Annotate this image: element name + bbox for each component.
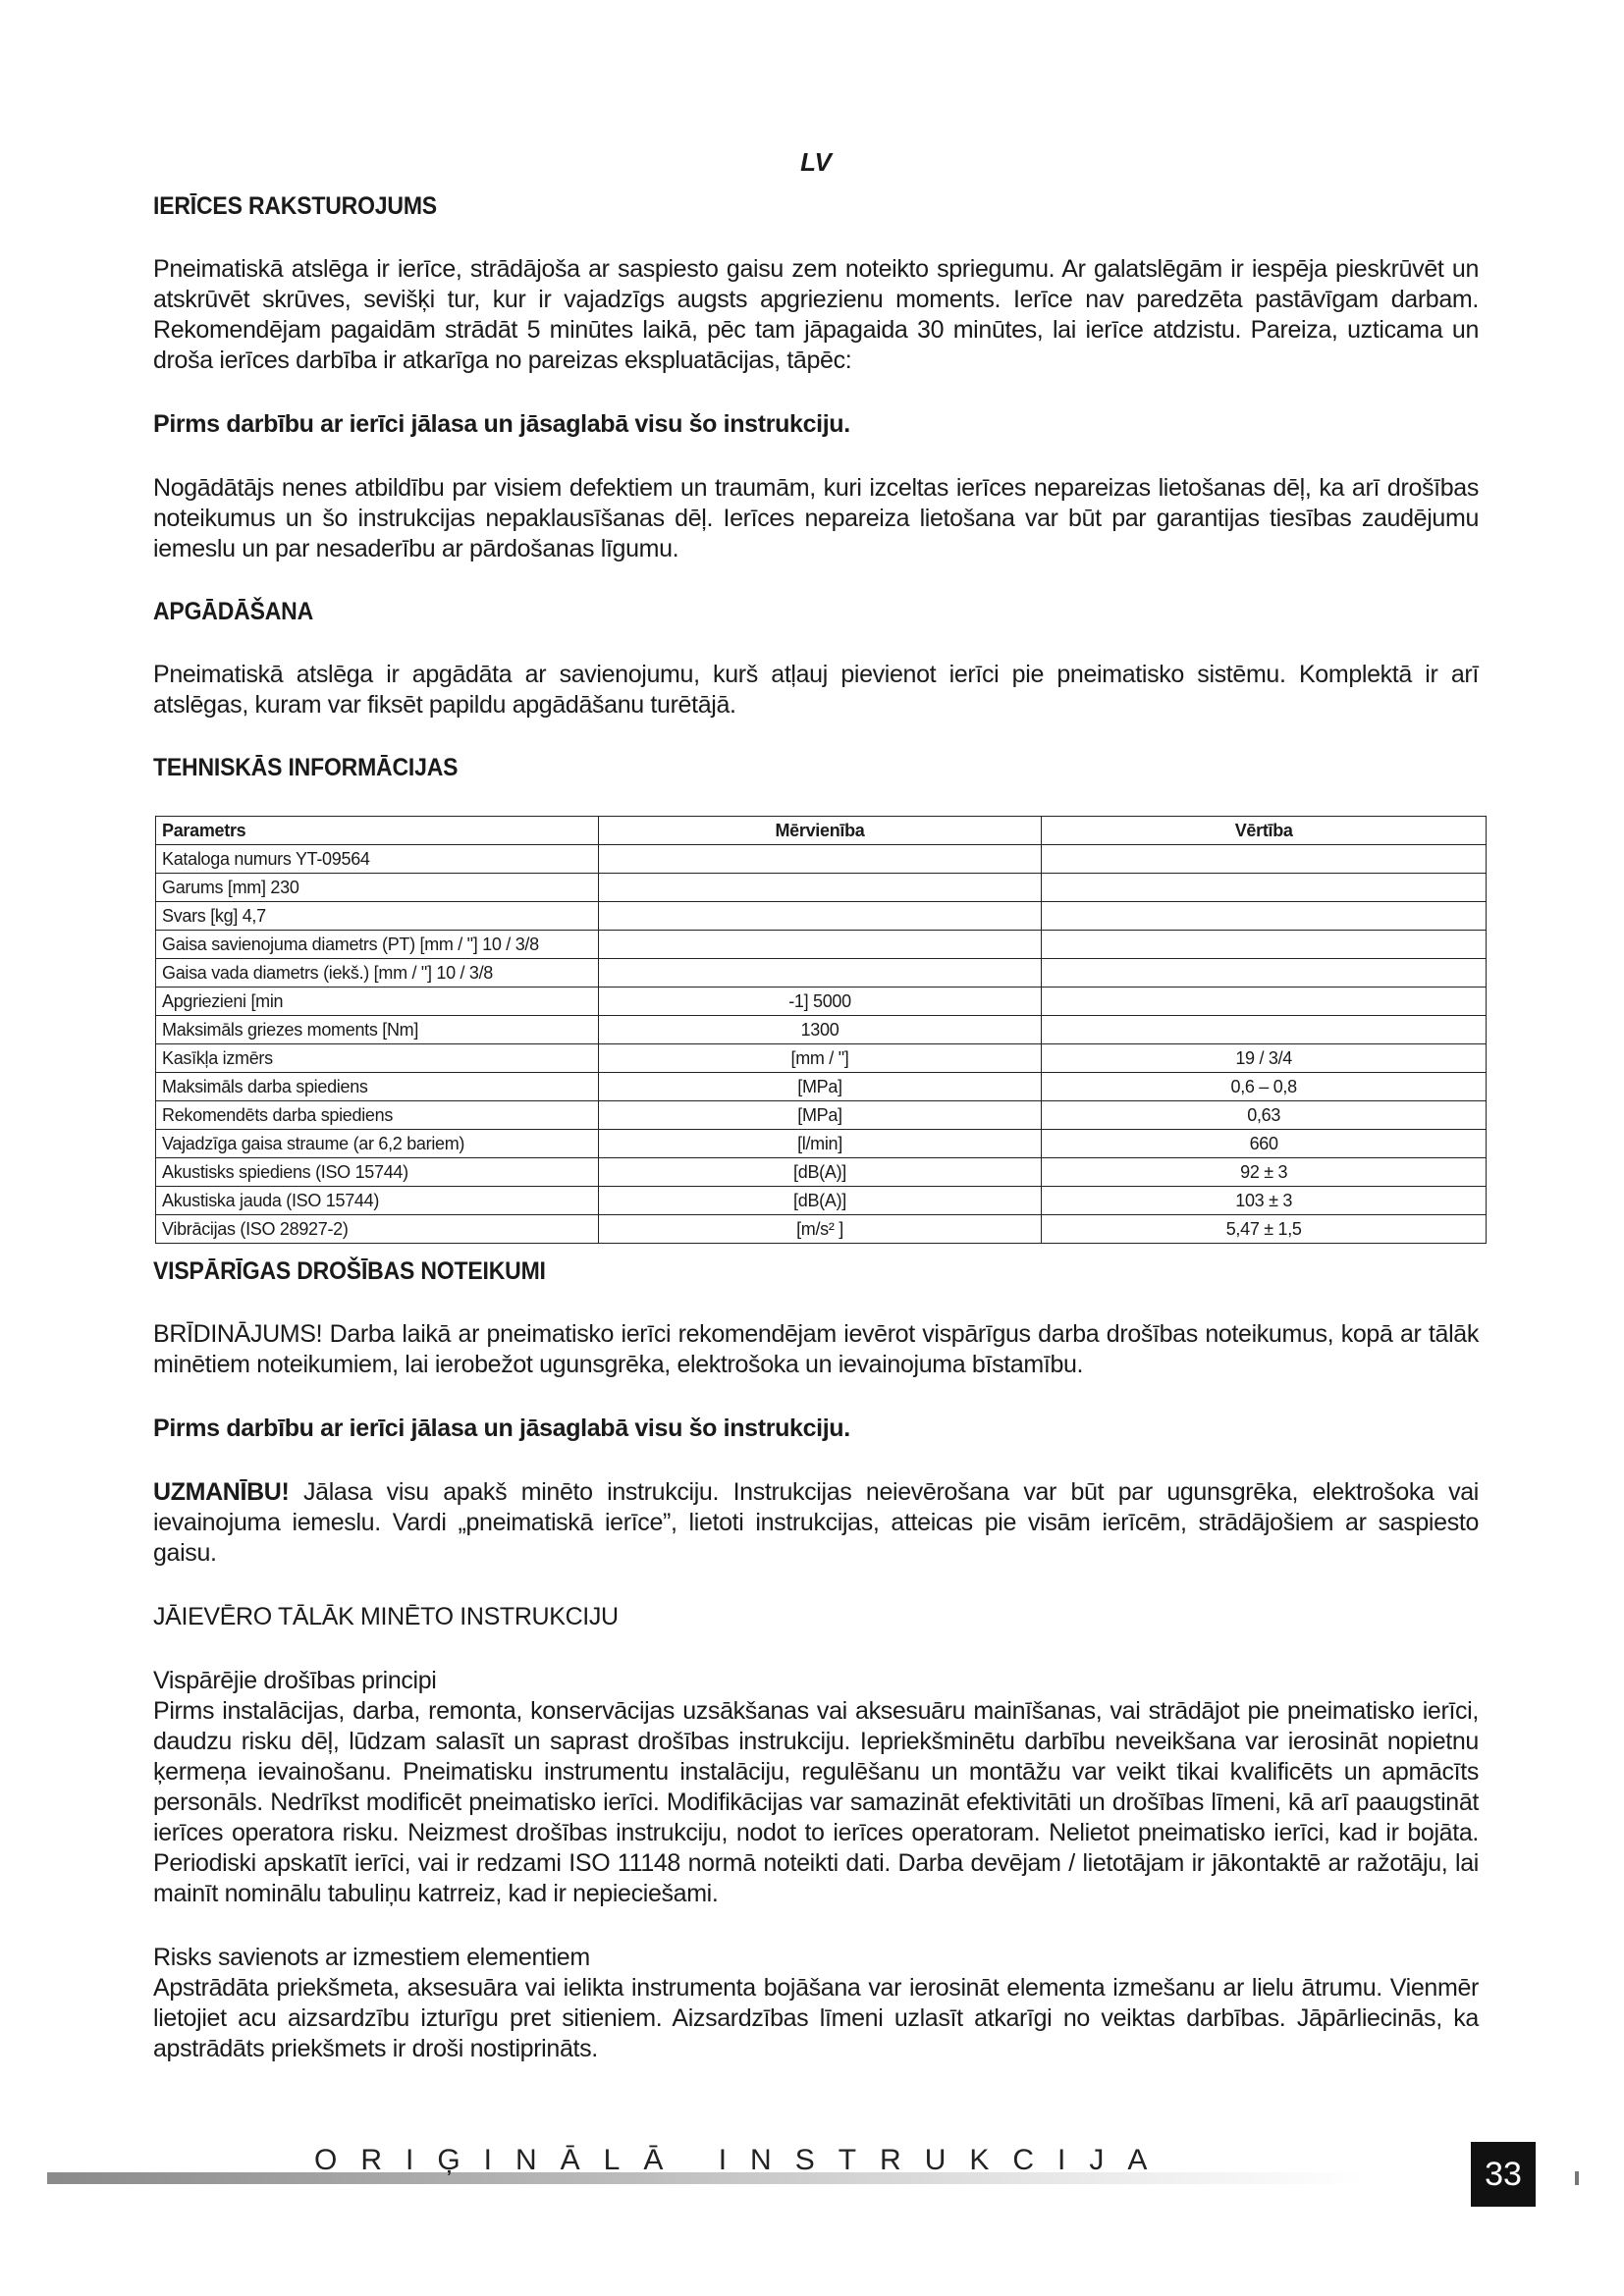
table-row: [156, 1073, 1487, 1101]
table-header-unit: Mērvienība: [598, 817, 1042, 845]
table-cell: [1042, 1016, 1487, 1044]
section-title-technical-info: TEHNISKĀS INFORMĀCIJAS: [153, 754, 459, 781]
paragraph-warning: BRĪDINĀJUMS! Darba laikā ar pneimatisko ierīci rekomendējam ievērot vispārīgus darba drošības noteikumus, kopā ar tālāk minētiem noteikumiem, lai ierobežot ugunsgrēka, elektrošoka un ievainojuma bīstamību.: [153, 1320, 1479, 1378]
footer-text: ORIĢINĀLĀ INSTRUKCIJA: [314, 2144, 1171, 2176]
subheading-general-principles: Vispārējie drošības principi: [153, 1667, 437, 1694]
section-title-equipment: APGĀDĀŠANA: [153, 598, 314, 625]
table-cell: Akustiska jauda (ISO 15744): [156, 1187, 599, 1215]
table-cell: [l/min]: [598, 1130, 1042, 1158]
table-cell: Vajadzīga gaisa straume (ar 6,2 bariem): [156, 1130, 599, 1158]
subheading-ejected-elements: Risks savienots ar izmestiem elementiem: [153, 1944, 590, 1971]
table-cell: Vibrācijas (ISO 28927-2): [156, 1215, 599, 1244]
table-cell: [1042, 902, 1487, 931]
attention-text: Jālasa visu apakš minēto instrukciju. Instrukcijas neievērošana var būt par ugunsgrēka, elektrošoka vai ievainojuma iemeslu. Vardi „pneimatiskā ierīce”, lietoti instrukcijas, atteicas pie visām ierīcēm, strādājošiem ar saspiesto gaisu.: [153, 1478, 1479, 1567]
table-header-row: [156, 817, 1487, 845]
paragraph-general-principles: Pirms instalācijas, darba, remonta, konservācijas uzsākšanas vai aksesuāru mainīšanas, vai strādājot pie pneimatisko ierīci, daudzu risku dēļ, lūdzam salasīt un saprast drošības instrukciju. Iepriekšminētu darbību neveikšana var ierosināt nopietnu ķermeņa ievainošanu. Pneimatisku instrumentu instalāciju, regulēšanu un montāžu var veikt tikai kvalificēts un apmācīts personāls. Nedrīkst modificēt pneimatisko ierīci. Modifikācijas var samazināt efektivitāti un drošības līmeni, kā arī paaugstināt ierīces operatora risku. Neizmest drošības instrukciju, nodot to ierīces operatoram. Nelietot pneimatisko ierīci, kad ir bojāta. Periodiski apskatīt ierīci, vai ir redzami ISO 11148 normā noteikti dati. Darba devējam / lietotājam ir jākontaktē ar ražotāju, lai mainīt nominālu tabuliņu katrreiz, kad ir nepieciešami.: [153, 1697, 1479, 1907]
table-cell: [dB(A)]: [598, 1158, 1042, 1187]
table-cell: [dB(A)]: [598, 1187, 1042, 1215]
table-cell: Rekomendēts darba spiediens: [156, 1101, 599, 1130]
paragraph-read-instructions: Pirms darbību ar ierīci jālasa un jāsaglabā visu šo instrukciju.: [153, 410, 850, 438]
table-row: [156, 902, 1487, 931]
table-cell: Kataloga numurs YT-09564: [156, 845, 599, 874]
paragraph-read-instructions-2: Pirms darbību ar ierīci jālasa un jāsaglabā visu šo instrukciju.: [153, 1415, 850, 1442]
table-cell: [1042, 959, 1487, 988]
technical-data-table: [155, 816, 1487, 1244]
table-cell: -1] 5000: [598, 988, 1042, 1016]
paragraph-liability: Nogādātājs nenes atbildību par visiem defektiem un traumām, kuri izceltas ierīces nepareizas lietošanas dēļ, ka arī drošības noteikumus un šo instrukcijas nepaklausīšanas dēļ. Ierīces nepareiza lietošana var būt par garantijas tiesības zaudējumu iemeslu un par nesaderību ar pārdošanas līgumu.: [153, 474, 1479, 562]
table-cell: [MPa]: [598, 1073, 1042, 1101]
table-row: [156, 931, 1487, 959]
table-row: [156, 959, 1487, 988]
table-row: [156, 845, 1487, 874]
table-row: [156, 1158, 1487, 1187]
paragraph-ejected-elements: Apstrādāta priekšmeta, aksesuāra vai ielikta instrumenta bojāšana var ierosināt elementa izmešanu ar lielu ātrumu. Vienmēr lietojiet acu aizsardzību izturīgu pret sitieniem. Aizsardzības līmeni uzlasīt atkarīgi no veiktas darbības. Jāpārliecinās, ka apstrādāts priekšmets ir droši nostiprināts.: [153, 1974, 1479, 2062]
table-header-value: Vērtība: [1042, 817, 1487, 845]
table-cell: [1042, 931, 1487, 959]
table-cell: [m/s² ]: [598, 1215, 1042, 1244]
table-cell: Maksimāls griezes moments [Nm]: [156, 1016, 599, 1044]
section-title-safety-rules: VISPĀRĪGAS DROŠĪBAS NOTEIKUMI: [153, 1257, 546, 1285]
table-cell: [598, 902, 1042, 931]
table-cell: [mm / "]: [598, 1044, 1042, 1073]
table-cell: 0,6 – 0,8: [1042, 1073, 1487, 1101]
table-row: [156, 1215, 1487, 1244]
table-cell: 0,63: [1042, 1101, 1487, 1130]
footer-tick-mark: [1575, 2171, 1579, 2185]
page-number: 33: [1471, 2142, 1536, 2207]
table-cell: Gaisa vada diametrs (iekš.) [mm / "] 10 / 3/8: [156, 959, 599, 988]
table-cell: 19 / 3/4: [1042, 1044, 1487, 1073]
attention-label: UZMANĪBU!: [153, 1478, 290, 1506]
language-label: LV: [800, 147, 832, 177]
table-cell: 660: [1042, 1130, 1487, 1158]
table-row: [156, 1130, 1487, 1158]
table-header-parameter: Parametrs: [156, 817, 599, 845]
paragraph-attention: [153, 1477, 1479, 1569]
table-cell: Apgriezieni [min: [156, 988, 599, 1016]
table-row: [156, 988, 1487, 1016]
table-cell: Akustisks spiediens (ISO 15744): [156, 1158, 599, 1187]
table-row: [156, 1187, 1487, 1215]
table-cell: 92 ± 3: [1042, 1158, 1487, 1187]
table-cell: 1300: [598, 1016, 1042, 1044]
table-cell: [1042, 988, 1487, 1016]
table-cell: [598, 874, 1042, 902]
paragraph-follow-instructions: JĀIEVĒRO TĀLĀK MINĒTO INSTRUKCIJU: [153, 1603, 619, 1630]
table-cell: Svars [kg] 4,7: [156, 902, 599, 931]
table-cell: [1042, 874, 1487, 902]
table-cell: [1042, 845, 1487, 874]
document-content: [153, 192, 1479, 2064]
table-cell: [MPa]: [598, 1101, 1042, 1130]
section-title-characteristics: IERĪCES RAKSTUROJUMS: [153, 192, 437, 220]
table-cell: [598, 845, 1042, 874]
table-cell: Gaisa savienojuma diametrs (PT) [mm / "] 10 / 3/8: [156, 931, 599, 959]
table-cell: Maksimāls darba spiediens: [156, 1073, 599, 1101]
table-row: [156, 1016, 1487, 1044]
table-row: [156, 1044, 1487, 1073]
table-cell: [598, 959, 1042, 988]
table-row: [156, 1101, 1487, 1130]
table-cell: 5,47 ± 1,5: [1042, 1215, 1487, 1244]
table-row: [156, 874, 1487, 902]
table-cell: 103 ± 3: [1042, 1187, 1487, 1215]
table-cell: [598, 931, 1042, 959]
table-cell: Garums [mm] 230: [156, 874, 599, 902]
paragraph-equipment: Pneimatiskā atslēga ir apgādāta ar savienojumu, kurš atļauj pievienot ierīci pie pneimatisko sistēmu. Komplektā ir arī atslēgas, kuram var fiksēt papildu apgādāšanu turētājā.: [153, 661, 1479, 719]
paragraph-description: Pneimatiskā atslēga ir ierīce, strādājoša ar saspiesto gaisu zem noteikto spriegumu. Ar galatslēgām ir iespēja pieskrūvēt un atskrūvēt skrūves, sevišķi tur, kur ir vajadzīgs augsts apgriezienu moments. Ierīce nav paredzēta pastāvīgam darbam. Rekomendējam pagaidām strādāt 5 minūtes laikā, pēc tam jāpagaida 30 minūtes, lai ierīce atdzistu. Pareiza, uzticama un droša ierīces darbība ir atkarīga no pareizas ekspluatācijas, tāpēc:: [153, 255, 1479, 374]
table-cell: Kasīkļa izmērs: [156, 1044, 599, 1073]
